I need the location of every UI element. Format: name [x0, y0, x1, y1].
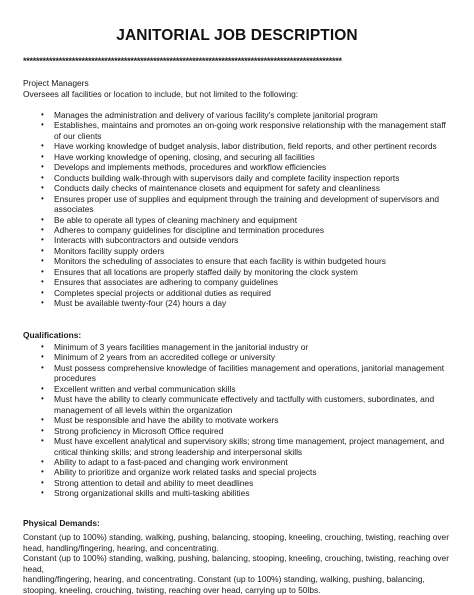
list-item: • Ensures that associates are adhering to company guidelines [0, 277, 450, 287]
physical-demands-line: Constant (up to 100%) standing, walking, pushing, balancing, stooping, kneeling, crouching, twisting, reaching over head, handling/fingering, hearing, and concentrating. [23, 532, 449, 553]
physical-demands-heading: Physical Demands: [23, 518, 100, 528]
physical-demands-body [23, 532, 453, 595]
list-item: • Excellent written and verbal communication skills [0, 384, 450, 394]
list-item: • Monitors the scheduling of associates to ensure that each facility is within budgeted hours [0, 256, 450, 266]
list-item: • Strong proficiency in Microsoft Office required [0, 426, 450, 436]
project-managers-heading: Project Managers [23, 78, 89, 88]
list-item: • Conducts building walk-through with supervisors daily and complete facility inspection reports [0, 173, 450, 183]
list-item: • Ensures that all locations are properly staffed daily by monitoring the clock system [0, 267, 450, 277]
list-item: • Have working knowledge of opening, closing, and securing all facilities [0, 152, 450, 162]
list-item: • Adheres to company guidelines for discipline and termination procedures [0, 225, 450, 235]
separator-line: ************************************************************************************************** [23, 56, 342, 66]
list-item: • Must be available twenty-four (24) hours a day [0, 298, 450, 308]
list-item: • Must have the ability to clearly communicate effectively and tactfully with customers, subordinates, and management of all levels within the organization [0, 394, 450, 415]
physical-demands-line: Constant (up to 100%) standing, walking, pushing, balancing, stooping, kneeling, crouching, twisting, reaching over head, [23, 553, 449, 574]
list-item: • Must be responsible and have the ability to motivate workers [0, 415, 450, 425]
list-item: • Manages the administration and delivery of various facility's complete janitorial program [0, 110, 450, 120]
qualifications-list [0, 342, 450, 499]
list-item: • Strong attention to detail and ability to meet deadlines [0, 478, 450, 488]
list-item: • Ability to prioritize and organize work related tasks and special projects [0, 467, 450, 477]
list-item: • Minimum of 3 years facilities management in the janitorial industry or [0, 342, 450, 352]
list-item: • Must possess comprehensive knowledge of facilities management and operations, janitorial management procedures [0, 363, 450, 384]
list-item: • Must have excellent analytical and supervisory skills; strong time management, project management, and critical thinking skills; and strong leadership and interpersonal skills [0, 436, 450, 457]
list-item: • Ensures proper use of supplies and equipment through the training and development of supervisors and associates [0, 194, 450, 215]
project-managers-list [0, 110, 450, 309]
list-item: • Minimum of 2 years from an accredited college or university [0, 352, 450, 362]
list-item: • Conducts daily checks of maintenance closets and equipment for safety and cleanliness [0, 183, 450, 193]
list-item: • Ability to adapt to a fast-paced and changing work environment [0, 457, 450, 467]
list-item: • Develops and implements methods, procedures and workflow efficiencies [0, 162, 450, 172]
list-item: • Interacts with subcontractors and outside vendors [0, 235, 450, 245]
project-managers-intro: Oversees all facilities or location to include, but not limited to the following: [23, 89, 299, 99]
physical-demands-tail: handling/fingering, hearing, and concentrating. Constant (up to 100%) standing, walking, pushing, balancing, stooping, kneeling, crouching, twisting, reaching over head, carrying up to 50lbs. [23, 574, 425, 595]
list-item: • Be able to operate all types of cleaning machinery and equipment [0, 215, 450, 225]
list-item: • Strong organizational skills and multi-tasking abilities [0, 488, 450, 498]
document-title: JANITORIAL JOB DESCRIPTION [116, 27, 358, 44]
list-item: • Monitors facility supply orders [0, 246, 450, 256]
list-item: • Completes special projects or additional duties as required [0, 288, 450, 298]
list-item: • Have working knowledge of budget analysis, labor distribution, field reports, and other pertinent records [0, 141, 450, 151]
list-item: • Establishes, maintains and promotes an on-going work responsive relationship with the management staff of our clients [0, 120, 450, 141]
qualifications-heading: Qualifications: [23, 330, 82, 340]
